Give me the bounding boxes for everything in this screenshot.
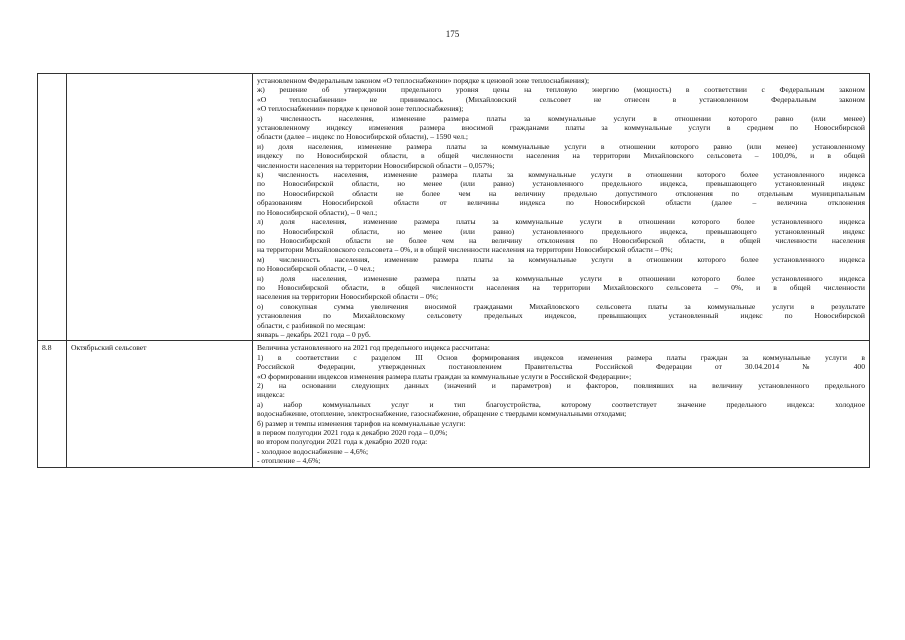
description-cell xyxy=(253,341,870,467)
text-line: установленном Федеральным законом «О теплоснабжении» порядке к ценовой зоне теплоснабжения); xyxy=(257,76,590,85)
text-line: на территории Михайловского сельсовета – 0%, и в общей численности населения на территории Новосибирской области – 0%; xyxy=(257,245,673,255)
text-line: м) численность населения, изменение размера платы за коммунальные услуги в отношении которого более установленного индекса xyxy=(257,254,865,264)
text-line: по Новосибирской области, но менее (или равно) установленного предельного индекса, превышающего установленный индекс xyxy=(257,226,865,236)
text-line: Российской Федерации, утвержденных постановлением Правительства Российской Федерации от 30.04.2014 № 400 xyxy=(257,362,865,372)
description-cell xyxy=(253,74,870,341)
text-line: водоснабжение, отопление, электроснабжение, газоснабжение, обращение с твердыми коммунальными отходами; xyxy=(257,409,627,419)
text-line: «О теплоснабжении» не принималось (Михайловский сельсовет не отнесен в установленном Федеральным законом xyxy=(257,94,865,104)
table-row xyxy=(38,341,870,467)
text-line: области, с разбивкой по месяцам: xyxy=(257,320,366,330)
text-line: по Новосибирской области, но менее (или равно) установленного предельного индекса, превышающего установленный индекс xyxy=(257,179,865,189)
table-row xyxy=(38,74,870,341)
text-line: в первом полугодии 2021 года к декабрю 2020 года – 0,0%; xyxy=(257,428,448,438)
text-line: «О теплоснабжении» порядке к ценовой зоне теплоснабжения); xyxy=(257,104,464,114)
text-line: образованиям Новосибирской области от величины индекса по Новосибирской области (далее – величина отклонения xyxy=(257,198,865,208)
text-line: к) численность населения, изменение размера платы за коммунальные услуги в отношении которого более установленного индекса xyxy=(257,170,865,180)
text-line: ж) решение об утверждении предельного уровня цены на тепловую энергию (мощность) в соответствии с Федеральным законом xyxy=(257,85,865,95)
text-line: индексу по Новосибирской области, в общей численности населения на территории Михайловского сельсовета – 100,0%, и в общей xyxy=(257,151,865,161)
municipality-name-cell: Октябрьский сельсовет xyxy=(67,341,253,467)
text-line: л) доля населения, изменение размера платы за коммунальные услуги в отношении которого более установленного индекса xyxy=(257,217,865,227)
text-line: 1) в соответствии с разделом III Основ формирования индексов изменения размера платы граждан за коммунальные услуги в xyxy=(257,352,865,362)
text-line: во втором полугодии 2021 года к декабрю 2020 года: xyxy=(257,437,428,447)
text-line: «О формировании индексов изменения размера платы граждан за коммунальные услуги в Российской Федерации»; xyxy=(257,371,632,381)
text-line: з) численность населения, изменение размера платы за коммунальные услуги в отношении которого равно (или менее) xyxy=(257,113,865,123)
municipality-name-cell xyxy=(67,74,253,341)
text-line: населения на территории Новосибирской области – 0%; xyxy=(257,292,439,302)
text-line: Величина установленного на 2021 год предельного индекса рассчитана: xyxy=(257,343,490,353)
text-line: по Новосибирской области, в общей численности населения на территории Михайловского сельсовета – 0%, и в общей численности xyxy=(257,282,865,292)
text-line: январь – декабрь 2021 года – 0 руб. xyxy=(257,329,371,339)
row-number-cell xyxy=(38,74,67,341)
text-line: - отопление – 4,6%; xyxy=(257,456,321,466)
text-line: установления по Михайловскому сельсовету предельных индексов, превышающих установленный индекс по Новосибирской xyxy=(257,311,865,321)
text-line: по Новосибирской области), – 0 чел.; xyxy=(257,207,378,217)
text-line: о) совокупная сумма увеличения вносимой гражданами Михайловского сельсовета платы за коммунальные услуги в результате xyxy=(257,301,865,311)
text-line: н) доля населения, изменение размера платы за коммунальные услуги в отношении которого более установленного индекса xyxy=(257,273,865,283)
text-line: 2) на основании следующих данных (значений и параметров) и факторов, повлиявших на величину установленного предельного xyxy=(257,381,865,390)
text-line: индекса: xyxy=(257,390,285,400)
tariff-table xyxy=(37,73,870,468)
text-line: б) размер и темпы изменения тарифов на коммунальные услуги: xyxy=(257,418,466,428)
text-line: по Новосибирской области, – 0 чел.; xyxy=(257,264,375,274)
text-line: по Новосибирской области не более чем на величину отклонения по Новосибирской области, в общей численности населения xyxy=(257,235,865,245)
text-line: а) набор коммунальных услуг и тип благоустройства, которому соответствует значение предельного индекса: холодное xyxy=(257,399,865,409)
text-line: численности населения на территории Новосибирской области – 0,057%; xyxy=(257,160,495,170)
text-line: установленному индексу изменения размера вносимой гражданами платы за коммунальные услуги в среднем по Новосибирской xyxy=(257,123,865,133)
text-line: - холодное водоснабжение – 4,6%; xyxy=(257,446,369,456)
row-number-cell: 8.8 xyxy=(38,341,67,467)
text-line: области (далее – индекс по Новосибирской области), – 1590 чел.; xyxy=(257,132,468,142)
text-line: и) доля населения, изменение размера платы за коммунальные услуги в отношении которого равно (или менее) установленному xyxy=(257,141,865,151)
text-line: по Новосибирской области не более чем на величину предельно допустимого отклонения по отдельным муниципальным xyxy=(257,188,865,198)
page-number: 175 xyxy=(445,29,460,39)
